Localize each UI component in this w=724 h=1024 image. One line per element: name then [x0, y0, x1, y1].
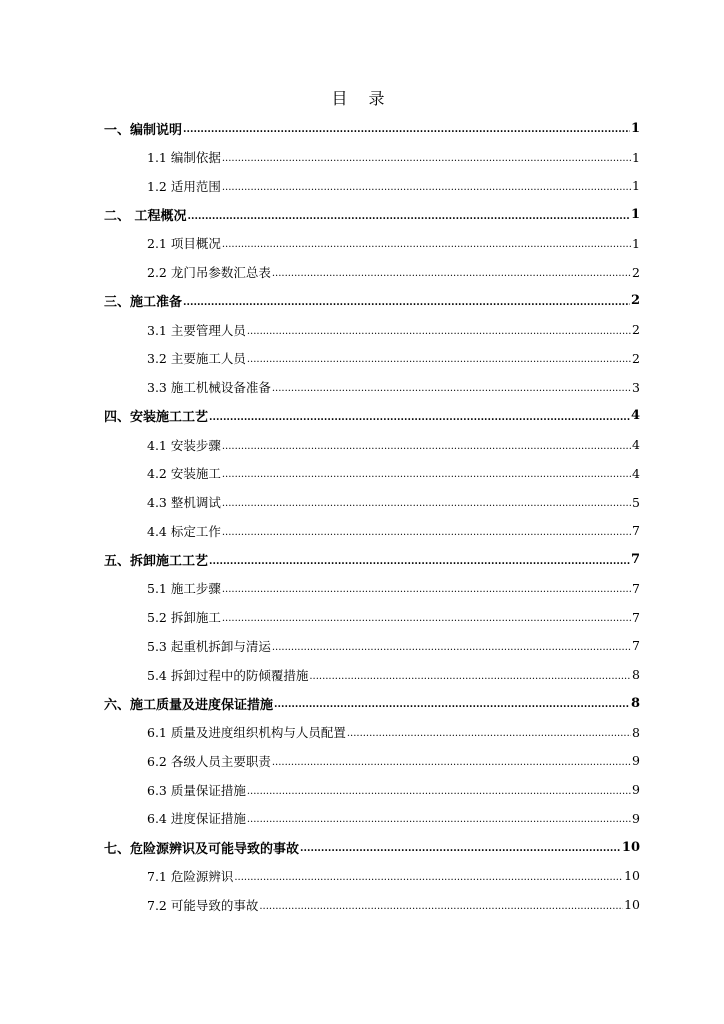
toc-entry-label: 4.3 整机调试 — [147, 495, 221, 511]
toc-entry-label: 三、施工准备 — [104, 291, 183, 310]
toc-entry-label: 1.1 编制依据 — [147, 150, 221, 166]
toc-dot-leader — [222, 497, 631, 511]
toc-section-entry[interactable] — [104, 315, 640, 344]
toc-dot-leader — [222, 526, 631, 540]
toc-page-number: 4 — [632, 437, 640, 453]
toc-chapter-entry[interactable] — [104, 689, 640, 718]
toc-dot-leader — [259, 900, 623, 914]
toc-dot-leader — [247, 813, 631, 827]
toc-section-entry[interactable] — [104, 632, 640, 661]
toc-page-number: 7 — [632, 638, 640, 654]
toc-entry-label: 六、施工质量及进度保证措施 — [104, 694, 274, 713]
toc-entry-label: 6.3 质量保证措施 — [147, 782, 246, 798]
toc-section-entry[interactable] — [104, 574, 640, 603]
toc-entry-label: 4.4 标定工作 — [147, 523, 221, 539]
table-of-contents — [104, 114, 640, 919]
toc-page-number: 10 — [624, 897, 640, 913]
toc-entry-label: 3.2 主要施工人员 — [147, 351, 246, 367]
toc-section-entry[interactable] — [104, 804, 640, 833]
toc-entry-label: 二、 工程概况 — [104, 205, 188, 224]
toc-page-number: 8 — [630, 695, 640, 711]
toc-dot-leader — [222, 152, 631, 166]
toc-chapter-entry[interactable] — [104, 833, 640, 862]
toc-entry-label: 2.1 项目概况 — [147, 236, 221, 252]
toc-entry-label: 5.3 起重机拆卸与清运 — [147, 638, 271, 654]
toc-entry-label: 6.1 质量及进度组织机构与人员配置 — [147, 725, 346, 741]
toc-chapter-entry[interactable] — [104, 402, 640, 431]
toc-entry-label: 6.2 各级人员主要职责 — [147, 753, 271, 769]
toc-section-entry[interactable] — [104, 747, 640, 776]
toc-page-number: 7 — [630, 552, 640, 568]
toc-dot-leader — [222, 440, 631, 454]
toc-entry-label: 4.2 安装施工 — [147, 466, 221, 482]
toc-dot-leader — [272, 641, 631, 655]
toc-page-number: 9 — [632, 810, 640, 826]
toc-chapter-entry[interactable] — [104, 287, 640, 316]
toc-section-entry[interactable] — [104, 718, 640, 747]
toc-page-number: 4 — [630, 408, 640, 424]
toc-page-number: 3 — [632, 379, 640, 395]
toc-section-entry[interactable] — [104, 143, 640, 172]
toc-dot-leader — [309, 670, 631, 684]
toc-dot-leader — [274, 698, 630, 712]
toc-dot-leader — [222, 468, 631, 482]
toc-page-number: 5 — [632, 494, 640, 510]
toc-entry-label: 6.4 进度保证措施 — [147, 811, 246, 827]
toc-section-entry[interactable] — [104, 603, 640, 632]
toc-entry-label: 2.2 龙门吊参数汇总表 — [147, 265, 271, 281]
toc-chapter-entry[interactable] — [104, 545, 640, 574]
toc-dot-leader — [272, 382, 631, 396]
toc-title: 目 录 — [331, 89, 393, 108]
toc-page-number: 2 — [632, 350, 640, 366]
toc-entry-label: 5.4 拆卸过程中的防倾覆措施 — [147, 667, 309, 683]
toc-dot-leader — [234, 871, 623, 885]
toc-chapter-entry[interactable] — [104, 200, 640, 229]
toc-section-entry[interactable] — [104, 488, 640, 517]
toc-section-entry[interactable] — [104, 229, 640, 258]
toc-page-number: 2 — [632, 264, 640, 280]
toc-page-number: 7 — [632, 580, 640, 596]
toc-dot-leader — [222, 238, 631, 252]
toc-chapter-entry[interactable] — [104, 114, 640, 143]
toc-entry-label: 3.3 施工机械设备准备 — [147, 380, 271, 396]
toc-dot-leader — [347, 727, 631, 741]
toc-dot-leader — [300, 842, 621, 856]
toc-entry-label: 3.1 主要管理人员 — [147, 322, 246, 338]
toc-section-entry[interactable] — [104, 373, 640, 402]
toc-page-number: 1 — [632, 178, 640, 194]
toc-entry-label: 5.1 施工步骤 — [147, 581, 221, 597]
toc-dot-leader — [272, 756, 631, 770]
toc-page-number: 1 — [632, 235, 640, 251]
toc-page-number: 2 — [630, 293, 640, 309]
toc-section-entry[interactable] — [104, 862, 640, 891]
toc-entry-label: 5.2 拆卸施工 — [147, 610, 221, 626]
toc-entry-label: 7.1 危险源辨识 — [147, 868, 234, 884]
toc-section-entry[interactable] — [104, 258, 640, 287]
toc-page-number: 1 — [630, 207, 640, 223]
toc-page-number: 1 — [632, 149, 640, 165]
toc-section-entry[interactable] — [104, 459, 640, 488]
toc-dot-leader — [209, 411, 630, 425]
toc-dot-leader — [222, 181, 631, 195]
toc-section-entry[interactable] — [104, 344, 640, 373]
toc-page-number: 4 — [632, 465, 640, 481]
toc-section-entry[interactable] — [104, 172, 640, 201]
toc-dot-leader — [209, 555, 630, 569]
toc-dot-leader — [222, 583, 631, 597]
toc-page-number: 7 — [632, 523, 640, 539]
toc-entry-label: 7.2 可能导致的事故 — [147, 897, 259, 913]
toc-entry-label: 1.2 适用范围 — [147, 178, 221, 194]
toc-page-number: 8 — [632, 724, 640, 740]
toc-dot-leader — [183, 296, 630, 310]
toc-entry-label: 五、拆卸施工工艺 — [104, 550, 209, 569]
toc-page-number: 9 — [632, 753, 640, 769]
toc-section-entry[interactable] — [104, 660, 640, 689]
toc-entry-label: 七、危险源辨识及可能导致的事故 — [104, 838, 300, 857]
toc-page-number: 9 — [632, 782, 640, 798]
toc-page-number: 10 — [624, 868, 640, 884]
toc-section-entry[interactable] — [104, 517, 640, 546]
toc-section-entry[interactable] — [104, 775, 640, 804]
toc-dot-leader — [188, 210, 630, 224]
toc-section-entry[interactable] — [104, 890, 640, 919]
toc-dot-leader — [247, 325, 631, 339]
toc-page-number: 10 — [621, 839, 640, 855]
toc-section-entry[interactable] — [104, 430, 640, 459]
toc-dot-leader — [183, 123, 630, 137]
toc-dot-leader — [272, 267, 631, 281]
toc-entry-label: 一、编制说明 — [104, 119, 183, 138]
toc-page-number: 2 — [632, 322, 640, 338]
toc-page-number: 1 — [630, 120, 640, 136]
toc-page-number: 7 — [632, 609, 640, 625]
toc-dot-leader — [247, 785, 631, 799]
toc-page-number: 8 — [632, 667, 640, 683]
toc-entry-label: 4.1 安装步骤 — [147, 437, 221, 453]
toc-entry-label: 四、安装施工工艺 — [104, 406, 209, 425]
toc-dot-leader — [222, 612, 631, 626]
toc-dot-leader — [247, 353, 631, 367]
